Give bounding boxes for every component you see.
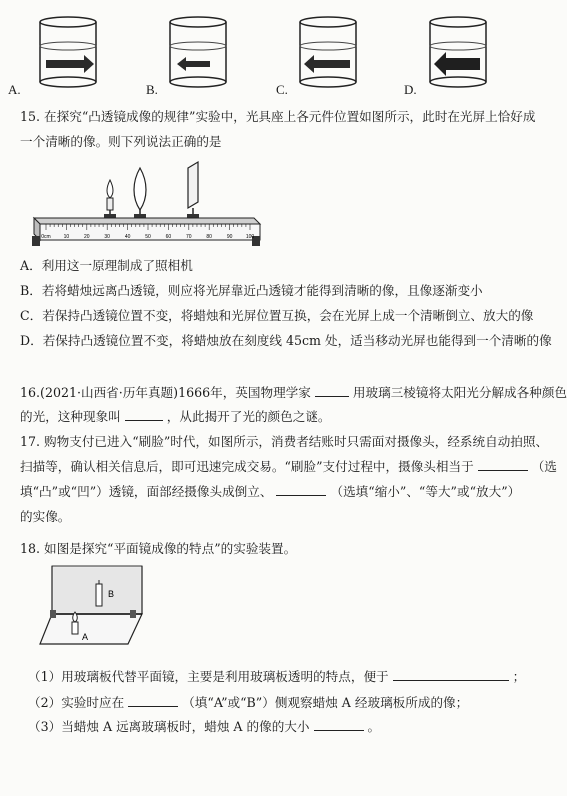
q18-sub3	[28, 718, 380, 735]
ruler-tick-label: 60	[165, 234, 172, 240]
q14-arrow-right	[46, 55, 94, 73]
q15-option-b[interactable]: B．若将蜡烛远离凸透镜，则应将光屏靠近凸透镜才能得到清晰的像，且像逐渐变小	[20, 283, 483, 298]
q16-blank-1[interactable]	[315, 384, 349, 397]
q18-text-3: （2）实验时应在	[28, 695, 125, 710]
q16-line2	[20, 408, 331, 425]
ruler-tick-label: 20	[84, 234, 90, 240]
q18-title: 18. 如图是探究“平面镜成像的特点”的实验装置。	[20, 541, 297, 556]
q17-text-4: （选填“缩小”、“等大”或“放大”）	[330, 484, 521, 499]
q16-text-4: ，从此揭开了光的颜色之谜。	[166, 409, 331, 424]
convex-lens-icon	[134, 168, 146, 216]
q17-text-3: 填“凸”或“凹”）透镜，面部经摄像头成倒立、	[20, 484, 273, 499]
q14-cup-d[interactable]	[420, 14, 496, 92]
ruler-tick-label: 40	[124, 234, 131, 240]
ruler-tick-label: 90	[226, 234, 233, 240]
ruler-tick-label: 100	[245, 234, 255, 240]
ruler-tick-label: 70	[186, 234, 192, 240]
q18-text-6: 。	[367, 719, 381, 734]
q15-option-c[interactable]: C．若保持凸透镜位置不变，将蜡烛和光屏位置互换，会在光屏上成一个清晰倒立、放大的像	[20, 308, 534, 323]
q14-cup-a[interactable]	[30, 14, 106, 92]
ruler-tick-label: 0cm	[41, 234, 51, 240]
q16-text-2: 用玻璃三棱镜将太阳光分解成各种颜色	[352, 385, 567, 400]
q17-blank-1[interactable]	[478, 458, 528, 471]
q17-line1: 17. 购物支付已进入“刷脸”时代，如图所示，消费者结账时只需面对摄像头，经系统自动拍照、	[20, 434, 549, 449]
q18-text-1: （1）用玻璃板代替平面镜，主要是利用玻璃板透明的特点，便于	[28, 669, 389, 684]
q18-sub2	[28, 694, 468, 711]
optical-bench-figure	[28, 158, 268, 248]
q18-sub1	[28, 668, 525, 685]
q15-option-a[interactable]: A．利用这一原理制成了照相机	[20, 258, 193, 273]
q16-text-1: 16.(2021·山西省·历年真题)1666年，英国物理学家	[20, 385, 311, 400]
ruler-tick-label: 80	[206, 234, 212, 240]
q15-stem-line2: 一个清晰的像。则下列说法正确的是	[20, 134, 222, 149]
q17-blank-2[interactable]	[276, 483, 326, 496]
candle-a-icon	[72, 612, 78, 634]
q18-blank-3[interactable]	[314, 718, 364, 731]
q14-arrow-left	[434, 52, 480, 76]
table-surface	[40, 614, 142, 644]
q14-arrow-left	[177, 57, 210, 71]
q17-line4: 的实像。	[20, 509, 71, 524]
plane-mirror-figure	[36, 562, 148, 652]
light-screen-icon	[188, 162, 198, 216]
q17-text-2: （选	[531, 459, 557, 474]
q14-cup-b[interactable]	[160, 14, 236, 92]
ruler-tick-label: 10	[63, 234, 70, 240]
q17-line3	[20, 483, 520, 500]
q14-cup-c[interactable]	[290, 14, 366, 92]
q14-label-c: C.	[276, 82, 288, 97]
q18-text-4: （填“A”或“B”）侧观察蜡烛 A 经玻璃板所成的像；	[182, 695, 469, 710]
q14-label-b: B.	[146, 82, 158, 97]
q15-option-d[interactable]: D．若保持凸透镜位置不变，将蜡烛放在刻度线 45cm 处，适当移动光屏也能得到一个清晰的像	[20, 333, 552, 348]
q17-line2	[20, 458, 557, 475]
label-a: A	[82, 632, 89, 642]
ruler-tick-label: 30	[104, 234, 110, 240]
q16-line1	[20, 384, 567, 401]
label-b: B	[108, 589, 115, 599]
q16-text-3: 的光，这种现象叫	[20, 409, 121, 424]
candle-b-icon	[96, 580, 102, 606]
q18-text-2: ；	[512, 669, 526, 684]
q16-blank-2[interactable]	[125, 408, 163, 421]
q18-blank-2[interactable]	[128, 694, 178, 707]
ruler-tick-label: 50	[145, 234, 151, 240]
q14-arrow-left	[304, 55, 350, 73]
q18-blank-1[interactable]	[393, 668, 509, 681]
q17-text-1: 扫描等，确认相关信息后，即可迅速完成交易。“刷脸”支付过程中，摄像头相当于	[20, 459, 474, 474]
q18-text-5: （3）当蜡烛 A 远离玻璃板时，蜡烛 A 的像的大小	[28, 719, 310, 734]
q14-label-a: A.	[8, 82, 21, 97]
candle-icon	[107, 180, 113, 216]
q15-stem-line1: 15. 在探究“凸透镜成像的规律”实验中，光具座上各元件位置如图所示，此时在光屏上恰好成	[20, 109, 536, 124]
q14-label-d: D.	[404, 82, 417, 97]
